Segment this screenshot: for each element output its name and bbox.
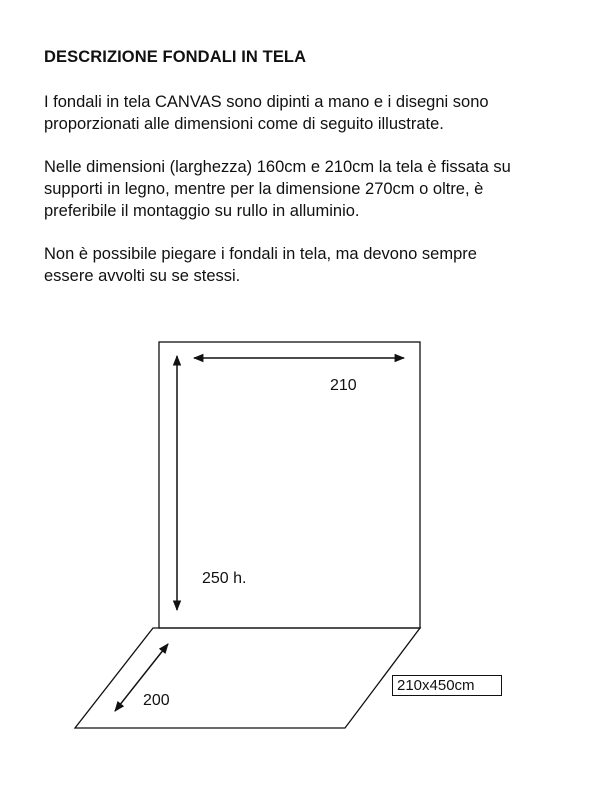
paragraph-line: supporti in legno, mentre per la dimensione 270cm o oltre, è xyxy=(44,180,484,198)
depth-label: 200 xyxy=(143,692,170,709)
document-title: DESCRIZIONE FONDALI IN TELA xyxy=(44,48,307,66)
height-label: 250 h. xyxy=(202,570,247,587)
paragraph-line: proporzionati alle dimensioni come di seguito illustrate. xyxy=(44,115,444,133)
width-label: 210 xyxy=(330,377,357,394)
paragraph-line: essere avvolti su se stessi. xyxy=(44,267,241,285)
size-label-box: 210x450cm xyxy=(392,675,502,696)
backdrop-floor-panel xyxy=(75,628,420,728)
paragraph-line: I fondali in tela CANVAS sono dipinti a mano e i disegni sono xyxy=(44,93,489,111)
paragraph-line: preferibile il montaggio su rullo in alluminio. xyxy=(44,202,360,220)
backdrop-vertical-panel xyxy=(159,342,420,628)
paragraph-line: Nelle dimensioni (larghezza) 160cm e 210cm la tela è fissata su xyxy=(44,158,511,176)
paragraph-line: Non è possibile piegare i fondali in tela, ma devono sempre xyxy=(44,245,477,263)
